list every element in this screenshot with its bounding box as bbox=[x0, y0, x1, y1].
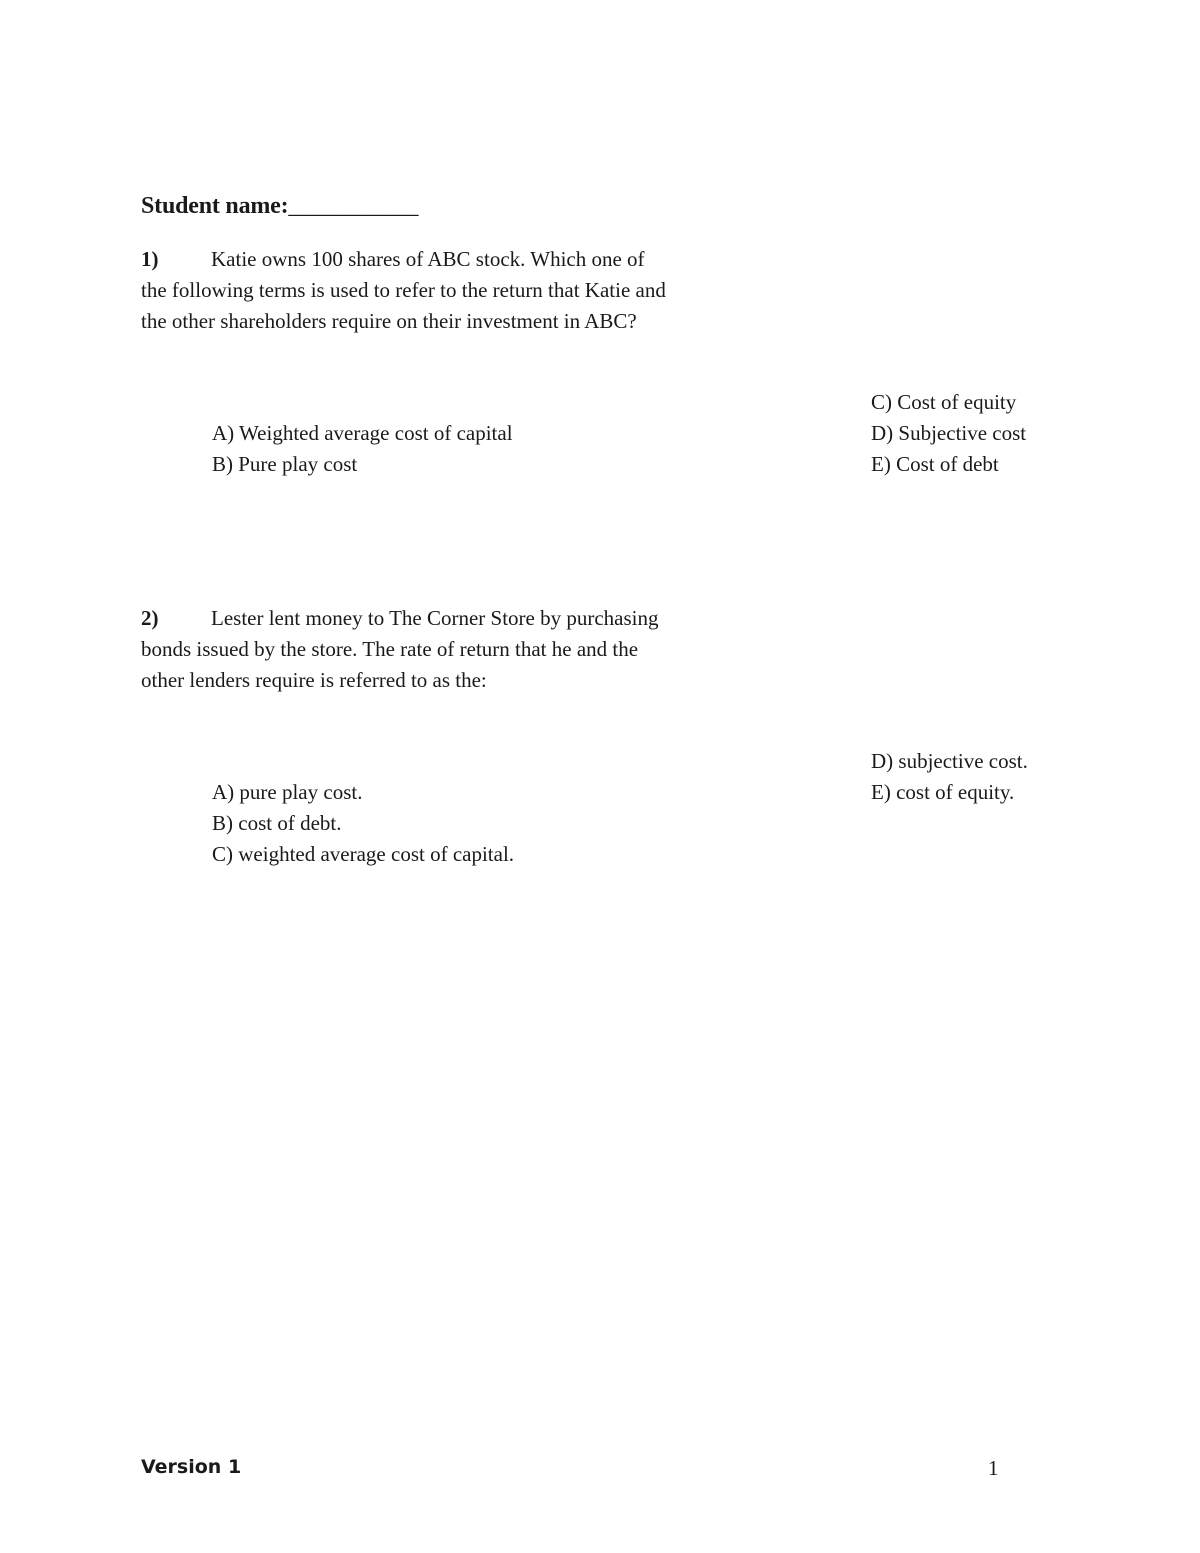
question-2-choice-c: C) weighted average cost of capital. bbox=[212, 842, 515, 866]
question-1 bbox=[141, 244, 761, 337]
question-1-choice-b: B) Pure play cost bbox=[212, 452, 358, 476]
student-name-text: Student name: bbox=[141, 193, 289, 219]
question-1-choice-a: A) Weighted average cost of capital bbox=[212, 421, 513, 445]
question-2-line-1: 2) Lester lent money to The Corner Store by purchasing bbox=[141, 603, 761, 634]
question-2-choices-right bbox=[871, 746, 1028, 808]
question-2-choice-b: B) cost of debt. bbox=[212, 811, 342, 835]
question-2-line-3: other lenders require is referred to as the: bbox=[141, 668, 487, 692]
footer-version: Version 1 bbox=[141, 1456, 242, 1478]
question-2-choice-d: D) subjective cost. bbox=[871, 749, 1028, 773]
question-2 bbox=[141, 603, 761, 696]
question-1-line-3: the other shareholders require on their investment in ABC? bbox=[141, 309, 637, 333]
question-1-line-2: the following terms is used to refer to the return that Katie and bbox=[141, 278, 666, 302]
question-1-choice-c: C) Cost of equity bbox=[871, 390, 1017, 414]
question-1-choice-e: E) Cost of debt bbox=[871, 452, 999, 476]
question-2-choice-a: A) pure play cost. bbox=[212, 780, 363, 804]
question-1-choices-left bbox=[212, 418, 513, 480]
question-2-choice-e: E) cost of equity. bbox=[871, 780, 1015, 804]
question-2-number: 2) bbox=[141, 606, 159, 630]
question-2-choices-left bbox=[212, 777, 514, 870]
question-1-number: 1) bbox=[141, 247, 159, 271]
footer-page-number: 1 bbox=[988, 1456, 999, 1480]
question-2-line-2: bonds issued by the store. The rate of return that he and the bbox=[141, 637, 639, 661]
student-name-label bbox=[141, 193, 418, 220]
student-name-blank: ___________ bbox=[288, 193, 419, 219]
question-1-line-1: 1) Katie owns 100 shares of ABC stock. Which one of bbox=[141, 244, 761, 275]
question-1-choices-right bbox=[871, 387, 1026, 480]
question-1-choice-d: D) Subjective cost bbox=[871, 421, 1027, 445]
